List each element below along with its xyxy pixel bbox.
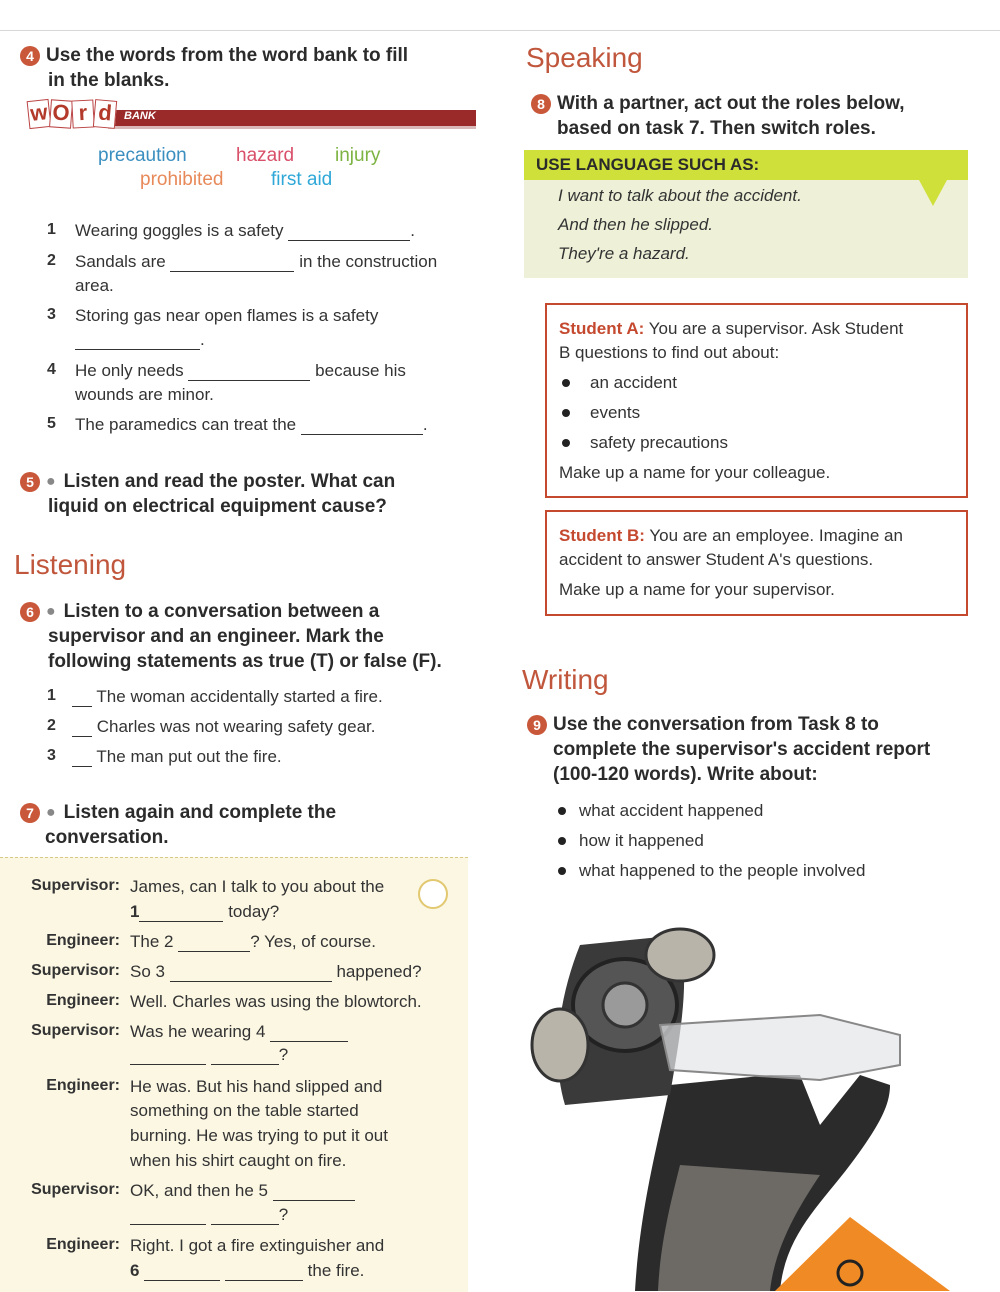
conversation-line: Right. I got a fire extinguisher and	[130, 1236, 385, 1255]
student-a-intro-cont: B questions to find out about:	[559, 343, 780, 362]
fill-sentence-2-cont: area.	[75, 276, 114, 295]
blank-field[interactable]	[270, 1041, 348, 1042]
student-a-intro: Student A: You are a supervisor. Ask Student	[559, 319, 904, 338]
student-a-bullet: events	[590, 403, 641, 422]
conversation-line: ?	[130, 1205, 288, 1225]
task-number-badge: 9	[527, 715, 547, 735]
speaker-supervisor: Supervisor:	[31, 1181, 120, 1198]
fill-sentence-3-cont: .	[75, 330, 205, 350]
conversation-line: OK, and then he 5	[130, 1181, 355, 1201]
speaker-supervisor: Supervisor:	[31, 877, 120, 894]
fill-sentence-4-cont: wounds are minor.	[75, 385, 214, 404]
speaker-engineer: Engineer:	[46, 992, 120, 1009]
headphones-icon[interactable]: ●	[46, 804, 56, 822]
item-number: 1	[47, 687, 56, 704]
item-number: 5	[47, 415, 56, 432]
conversation-line: when his shirt caught on fire.	[130, 1151, 347, 1170]
fill-sentence-4: He only needs because his	[75, 361, 406, 380]
writing-heading: Writing	[522, 664, 609, 695]
task9-title: 9 Use the conversation from Task 8 to complete the supervisor's accident report (100-120 words). Write about:	[527, 712, 977, 787]
speaker-supervisor: Supervisor:	[31, 962, 120, 979]
tf-blank[interactable]	[72, 706, 92, 707]
word-first-aid: first aid	[271, 169, 333, 190]
student-a-bullet: safety precautions	[590, 433, 728, 452]
word-injury: injury	[335, 145, 381, 166]
phrase: And then he slipped.	[558, 215, 714, 234]
use-language-box	[524, 150, 968, 278]
conversation-line: 1 today?	[130, 902, 280, 921]
bullet	[558, 837, 566, 845]
use-language-heading: USE LANGUAGE SUCH AS:	[536, 155, 760, 174]
task-number-badge: 5	[20, 472, 40, 492]
writing-bullet: how it happened	[579, 831, 704, 850]
headphones-icon[interactable]: ●	[46, 473, 56, 491]
student-a-footer: Make up a name for your colleague.	[559, 463, 831, 482]
task8-title: 8 With a partner, act out the roles below, based on task 7. Then switch roles.	[531, 91, 971, 141]
blank-field[interactable]	[211, 1224, 279, 1225]
speech-pointer	[919, 180, 947, 206]
tf-blank[interactable]	[72, 766, 92, 767]
blank-field[interactable]	[130, 1224, 206, 1225]
bullet	[558, 867, 566, 875]
conversation-line: Was he wearing 4	[130, 1022, 348, 1042]
task7-title: 7 ● Listen again and complete the conversation.	[20, 800, 480, 850]
conversation-line: Well. Charles was using the blowtorch.	[130, 992, 422, 1011]
fill-sentence-1: Wearing goggles is a safety .	[75, 221, 415, 240]
conversation-line: The 2 ? Yes, of course.	[130, 932, 376, 951]
item-number: 2	[47, 717, 56, 734]
blank-field[interactable]	[144, 1280, 220, 1281]
conversation-line: 6 the fire.	[130, 1261, 365, 1280]
tf-statement-1: The woman accidentally started a fire.	[72, 687, 383, 707]
task-number-badge: 8	[531, 94, 551, 114]
conversation-line: James, can I talk to you about the	[130, 877, 385, 896]
fill-sentence-3: Storing gas near open flames is a safety	[75, 306, 379, 325]
task-number-badge: 7	[20, 803, 40, 823]
speaker-engineer: Engineer:	[46, 1077, 120, 1094]
tf-statement-2: Charles was not wearing safety gear.	[72, 717, 376, 737]
phrase: I want to talk about the accident.	[558, 186, 802, 205]
student-b-intro: Student B: You are an employee. Imagine an	[559, 526, 903, 545]
speaker-engineer: Engineer:	[46, 1236, 120, 1253]
word-bank-logo: w O r d BANK	[28, 100, 476, 130]
task5-title: 5 ● Listen and read the poster. What can liquid on electrical equipment cause?	[20, 469, 480, 519]
conversation-line: ?	[130, 1045, 288, 1065]
student-a-bullet: an accident	[590, 373, 677, 392]
task4-title: 4 Use the words from the word bank to fill in the blanks.	[20, 43, 480, 93]
blank-field[interactable]	[301, 434, 423, 435]
conversation-line: something on the table started	[130, 1101, 359, 1120]
item-number: 4	[47, 361, 56, 378]
speaker-supervisor: Supervisor:	[31, 1022, 120, 1039]
tf-statement-3: The man put out the fire.	[72, 747, 282, 767]
blank-field[interactable]	[225, 1280, 303, 1281]
top-divider	[0, 30, 1000, 31]
fill-sentence-5: The paramedics can treat the .	[75, 415, 428, 434]
blank-field[interactable]	[170, 271, 294, 272]
blank-field[interactable]	[139, 921, 223, 922]
fill-sentence-2: Sandals are in the construction	[75, 252, 438, 271]
item-number: 3	[47, 306, 56, 323]
item-number: 2	[47, 252, 56, 269]
task-number-badge: 6	[20, 602, 40, 622]
speaking-heading: Speaking	[526, 42, 643, 73]
conversation-line: He was. But his hand slipped and	[130, 1077, 383, 1096]
goggles-icon	[660, 1015, 900, 1080]
blank-field[interactable]	[273, 1200, 355, 1201]
safety-gear-illustration	[520, 905, 960, 1291]
bullet	[562, 409, 570, 417]
blank-field[interactable]	[211, 1064, 279, 1065]
word-hazard: hazard	[236, 145, 295, 166]
task6-title: 6 ● Listen to a conversation between a supervisor and an engineer. Mark the following statements as true (T) or false (F).	[20, 599, 490, 674]
speaker-engineer: Engineer:	[46, 932, 120, 949]
listening-heading: Listening	[14, 549, 127, 580]
blank-field[interactable]	[130, 1064, 206, 1065]
word-prohibited: prohibited	[140, 169, 224, 190]
blank-field[interactable]	[170, 981, 332, 982]
student-b-footer: Make up a name for your supervisor.	[559, 580, 835, 599]
tf-blank[interactable]	[72, 736, 92, 737]
bullet	[558, 807, 566, 815]
bullet	[562, 439, 570, 447]
ring-binder-icon	[418, 879, 448, 909]
writing-bullet: what happened to the people involved	[579, 861, 866, 880]
item-number: 3	[47, 747, 56, 764]
blank-field[interactable]	[188, 380, 310, 381]
student-b-intro-cont: accident to answer Student A's questions.	[559, 550, 874, 569]
phrase: They're a hazard.	[558, 244, 690, 263]
conversation-box	[0, 857, 468, 1292]
conversation-line: So 3 happened?	[130, 962, 422, 981]
word-precaution: precaution	[98, 145, 187, 166]
conversation-line: burning. He was trying to put it out	[130, 1126, 388, 1145]
item-number: 1	[47, 221, 56, 238]
blank-field[interactable]	[178, 951, 250, 952]
bullet	[562, 379, 570, 387]
blank-field[interactable]	[75, 349, 200, 350]
task-number-badge: 4	[20, 46, 40, 66]
blank-field[interactable]	[288, 240, 410, 241]
writing-bullet: what accident happened	[579, 801, 764, 820]
headphones-icon[interactable]: ●	[46, 603, 56, 621]
